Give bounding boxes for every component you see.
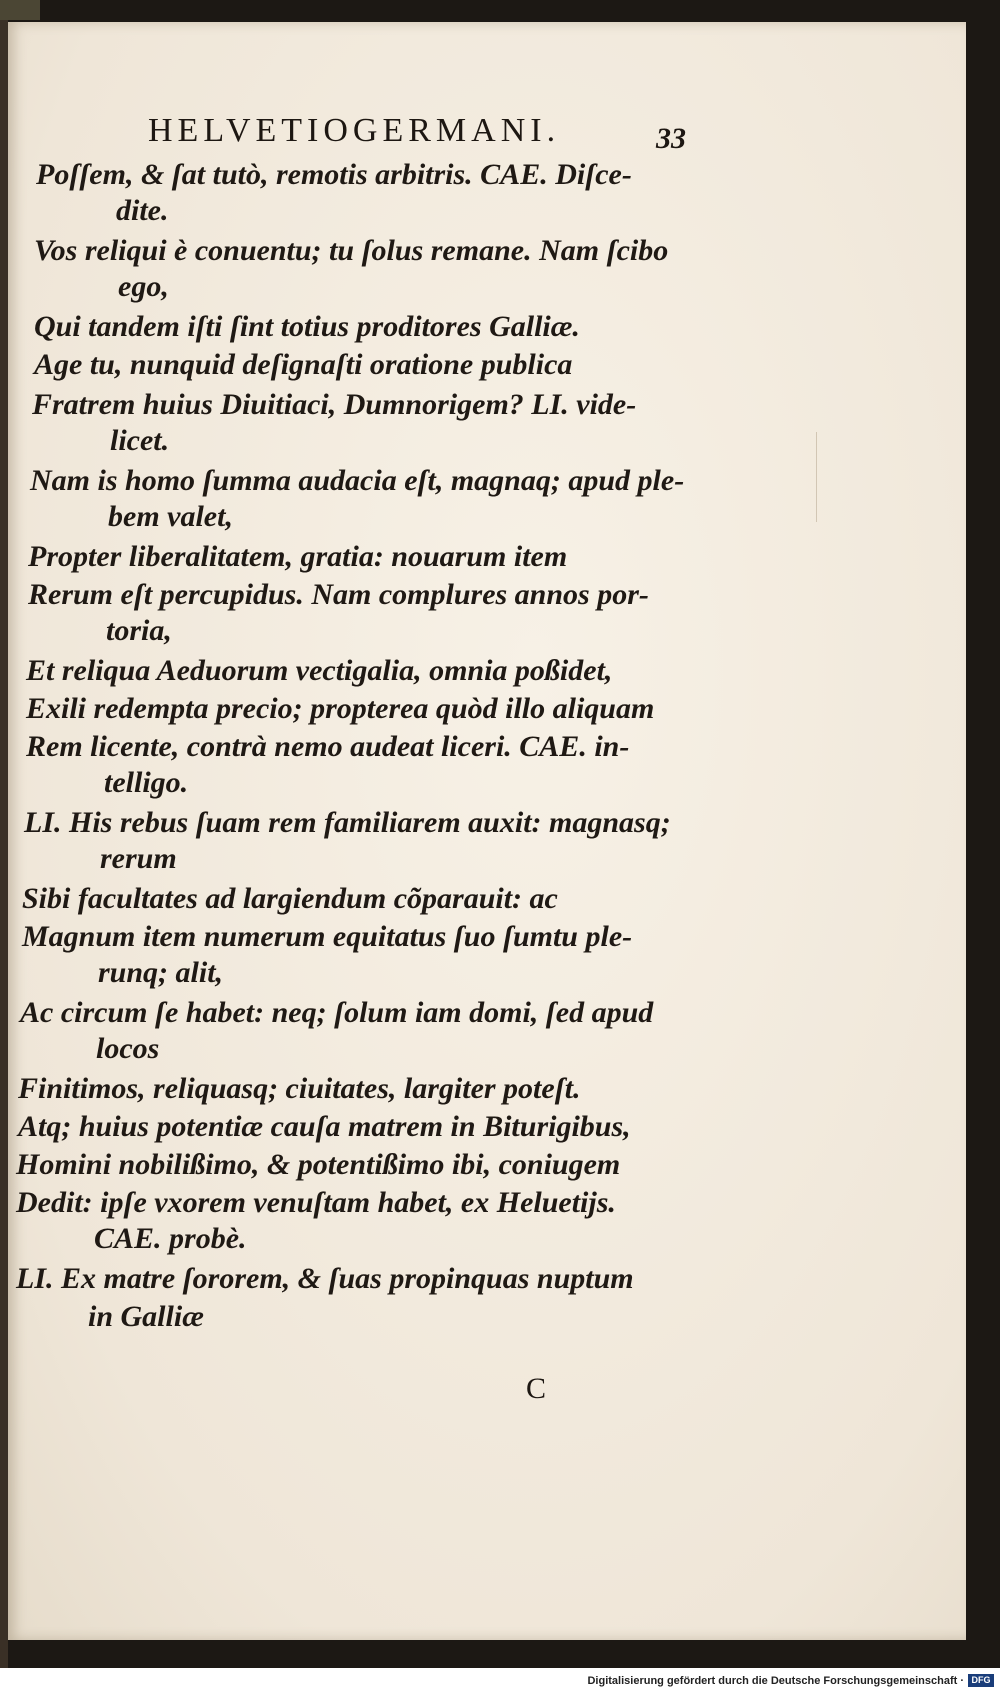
text-line: Fratrem huius Diuitiaci, Dumnorigem? LI. vide- xyxy=(32,388,637,421)
footer-credit: Digitalisierung gefördert durch die Deutsche Forschungsgemeinschaft · xyxy=(587,1675,964,1687)
text-line: telligo. xyxy=(104,766,189,799)
text-line: Magnum item numerum equitatus ſuo ſumtu ple- xyxy=(22,920,633,953)
book-page xyxy=(6,22,966,1640)
dfg-logo-icon: DFG xyxy=(968,1674,994,1687)
signature-mark: C xyxy=(526,1372,547,1405)
page-number: 33 xyxy=(656,122,686,155)
text-line: Sibi facultates ad largiendum cõparauit: ac xyxy=(22,882,558,915)
text-line: Poſſem, & ſat tutò, remotis arbitris. CAE. Diſce- xyxy=(36,158,632,191)
text-line: locos xyxy=(96,1032,160,1065)
text-line: LI. Ex matre ſororem, & ſuas propinquas nuptum xyxy=(16,1262,634,1295)
text-line: dite. xyxy=(116,194,169,227)
binding-edge xyxy=(0,0,8,1668)
text-line: rerum xyxy=(100,842,177,875)
text-line: in Galliæ xyxy=(88,1300,204,1333)
text-line: Finitimos, reliquasq; ciuitates, largiter poteſt. xyxy=(18,1072,581,1105)
verse-text xyxy=(6,22,966,1640)
text-line: Exili redempta precio; propterea quòd illo aliquam xyxy=(26,692,655,725)
text-line: Ac circum ſe habet: neq; ſolum iam domi, ſed apud xyxy=(20,996,654,1029)
text-line: runq; alit, xyxy=(98,956,224,989)
text-line: Age tu, nunquid deſignaſti oratione publica xyxy=(34,348,573,381)
text-line: Propter liberalitatem, gratia: nouarum item xyxy=(28,540,568,573)
text-line: Et reliqua Aeduorum vectigalia, omnia poßidet, xyxy=(26,654,613,687)
text-line: LI. His rebus ſuam rem familiarem auxit: magnasq; xyxy=(24,806,671,839)
text-line: Rem licente, contrà nemo audeat liceri. CAE. in- xyxy=(26,730,630,763)
text-line: Dedit: ipſe vxorem venuſtam habet, ex Heluetijs. xyxy=(16,1186,616,1219)
text-line: Vos reliqui è conuentu; tu ſolus remane. Nam ſcibo xyxy=(34,234,669,267)
text-line: Homini nobilißimo, & potentißimo ibi, coniugem xyxy=(16,1148,621,1181)
running-head: HELVETIOGERMANI. xyxy=(148,112,561,149)
text-line: toria, xyxy=(106,614,172,647)
text-line: CAE. probè. xyxy=(94,1222,247,1255)
text-line: Qui tandem iſti ſint totius proditores Galliæ. xyxy=(34,310,580,343)
text-line: Nam is homo ſumma audacia eſt, magnaq; apud ple- xyxy=(30,464,685,497)
text-line: licet. xyxy=(110,424,170,457)
text-line: ego, xyxy=(118,270,169,303)
corner-mark xyxy=(0,0,40,20)
text-line: Rerum eſt percupidus. Nam complures annos por- xyxy=(28,578,649,611)
text-line: Atq; huius potentiæ cauſa matrem in Biturigibus, xyxy=(18,1110,631,1143)
text-line: bem valet, xyxy=(108,500,233,533)
